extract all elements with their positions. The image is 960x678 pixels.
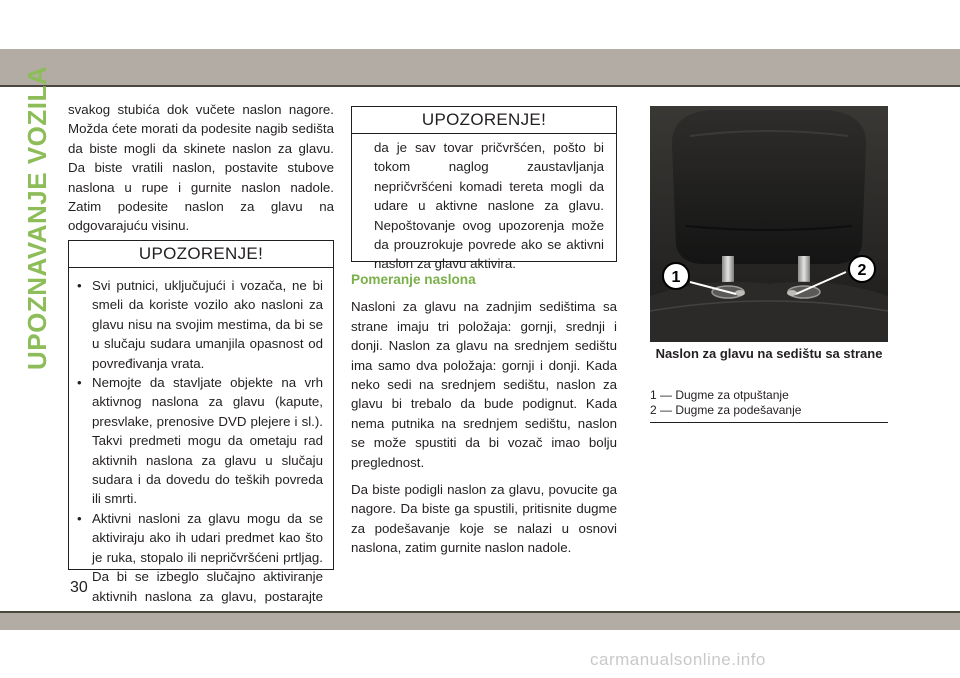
body-paragraph-1: Nasloni za glavu na zadnjim sedištima sa strane imaju tri položaja: gornji, srednji i donji. Naslon za glavu na srednjem sedištu ima samo dva položaja: gornji i donji. Kada neko sedi na srednjem sedištu, naslon za glavu bi trebalo da bude podignut. Kada nema putnika na srednjem sedištu, naslon se može spustiti da bi vozač imao bolju preglednost.	[351, 299, 617, 470]
header-rule	[0, 85, 960, 87]
bullet-icon: •	[77, 510, 82, 526]
headrest-photo	[650, 106, 888, 342]
column-1	[68, 100, 334, 236]
body-paragraph-2: Da biste podigli naslon za glavu, povucite ga nagore. Da biste ga spustili, pritisnite dugme za podešavanje koje se nalazi u osnovi naslona, zatim gurnite naslon nadole.	[351, 482, 617, 556]
intro-paragraph: svakog stubića dok vučete naslon nagore. Možda ćete morati da podesite nagib sedišta da biste mogli da skinete naslon za glavu. Da biste vratili naslon, postavite stubove naslona u rupe i gurnite naslon nadole. Zatim podesite naslon za glavu na odgovarajuću visinu.	[68, 102, 334, 234]
legend-item-1: 1 — Dugme za otpuštanje	[650, 388, 789, 402]
section-heading: Pomeranje naslona	[351, 272, 476, 287]
header-band	[0, 49, 960, 85]
warning-bullet: • Aktivni nasloni za glavu mogu da se aktiviraju ako ih udari predmet kao što je ruka, stopalo ili nepričvršćeni prtljag. Da bi se izbeglo slučajno aktiviranje aktivnih naslona za glavu, postarajte	[77, 510, 323, 604]
warning-box-2	[351, 106, 617, 272]
callout-2: 2	[857, 262, 867, 279]
section-sidebar-label: UPOZNAVANJE VOZILA	[22, 65, 52, 370]
warning-bullet: • Nemojte da stavljate objekte na vrh aktivnog naslona za glavu (kapute, presvlake, prenosive DVD plejere i sl.). Takvi predmeti mogu da ometaju rad aktivnih naslona za glavu u slučaju sudara i da dovedu do teških povreda ili smrti.	[77, 375, 323, 507]
legend-rule	[650, 422, 888, 423]
warning-bullet: • Svi putnici, uključujući i vozača, ne bi smeli da koriste vozilo ako nasloni za glavu nisu na svojim mestima, da bi se u slučaju sudara umanjila opasnost od povređivanja vrata.	[77, 278, 323, 371]
warning-title-1: UPOZORENJE!	[69, 241, 333, 268]
headrest-illustration	[650, 106, 888, 342]
bullet-icon: •	[77, 278, 82, 293]
top-margin	[0, 0, 960, 49]
warning-text-2: da je sav tovar pričvršćen, pošto bi tokom naglog zaustavljanja nepričvršćeni komadi tereta mogli da udare u aktivne naslone za glavu. Nepoštovanje ovog upozorenja može da prouzrokuje povrede ako se aktivni naslon za glavu aktivira.	[374, 140, 604, 272]
figure-caption: Naslon za glavu na sedištu sa strane	[655, 346, 883, 361]
warning-list-1	[69, 268, 333, 625]
callout-1: 1	[671, 269, 681, 286]
watermark-text: carmanualsonline.info	[590, 650, 766, 669]
warning-title-2: UPOZORENJE!	[352, 107, 616, 134]
footer-band	[0, 613, 960, 630]
column-2	[351, 270, 617, 558]
figure-legend	[650, 388, 888, 418]
bullet-icon: •	[77, 375, 82, 391]
legend-item-2: 2 — Dugme za podešavanje	[650, 403, 802, 417]
page-number: 30	[70, 579, 88, 596]
